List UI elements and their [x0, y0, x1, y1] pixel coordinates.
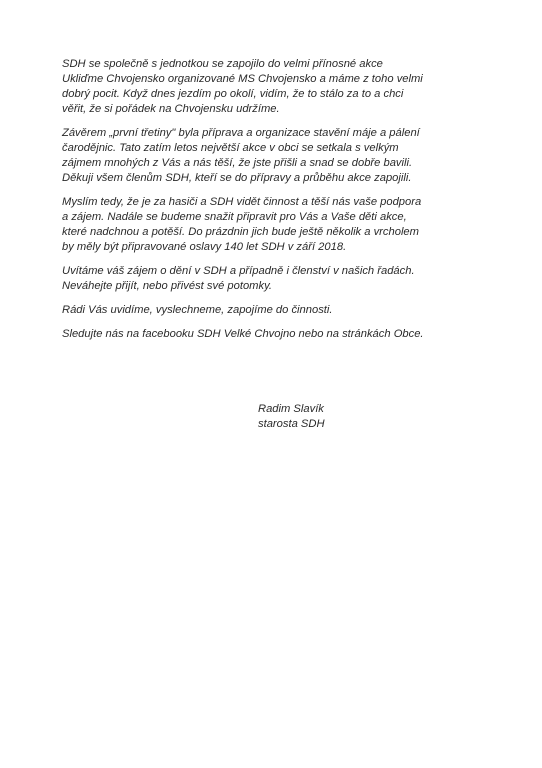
- text-line: čarodějnic. Tato zatím letos největší akce v obci se setkala s velkým: [62, 142, 399, 154]
- paragraph-maypole-event: [62, 126, 482, 186]
- paragraph-support: [62, 195, 482, 255]
- text-line: Rádi Vás uvidíme, vyslechneme, zapojíme do činnosti.: [62, 304, 333, 316]
- paragraph-cleanup-event: [62, 57, 482, 117]
- text-line: Uvítáme váš zájem o dění v SDH a případně i členství v našich řadách.: [62, 265, 415, 277]
- text-line: Závěrem „první třetiny" byla příprava a organizace stavění máje a pálení: [62, 127, 420, 139]
- text-line: SDH se společně s jednotkou se zapojilo do velmi přínosné akce: [62, 58, 383, 70]
- text-line: Myslím tedy, že je za hasiči a SDH vidět činnost a těší nás vaše podpora: [62, 196, 422, 208]
- letter-body: [62, 57, 482, 351]
- text-line: a zájem. Nadále se budeme snažit připravit pro Vás a Vaše děti akce,: [62, 211, 407, 223]
- text-line: Děkuji všem členům SDH, kteří se do přípravy a průběhu akce zapojili.: [62, 172, 412, 184]
- paragraph-welcome: [62, 303, 482, 318]
- paragraph-membership: [62, 264, 482, 294]
- text-line: Ukliďme Chvojensko organizované MS Chvojensko a máme z toho velmi: [62, 73, 423, 85]
- text-line: Sledujte nás na facebooku SDH Velké Chvojno nebo na stránkách Obce.: [62, 328, 424, 340]
- text-line: které nadchnou a potěší. Do prázdnin jich bude ještě několik a vrcholem: [62, 226, 419, 238]
- text-line: Neváhejte přijít, nebo přivést své potomky.: [62, 280, 272, 292]
- text-line: věřit, že si pořádek na Chvojensku udržíme.: [62, 103, 280, 115]
- signature-block: [258, 402, 325, 432]
- text-line: dobrý pocit. Když dnes jezdím po okolí, vidím, že to stálo za to a chci: [62, 88, 404, 100]
- signature-name: Radim Slavík: [258, 403, 324, 415]
- text-line: zájmem mnohých z Vás a nás těší, že jste přišli a snad se dobře bavili.: [62, 157, 413, 169]
- signature-title: starosta SDH: [258, 418, 325, 430]
- paragraph-follow-us: [62, 327, 482, 342]
- text-line: by měly být připravované oslavy 140 let SDH v září 2018.: [62, 241, 347, 253]
